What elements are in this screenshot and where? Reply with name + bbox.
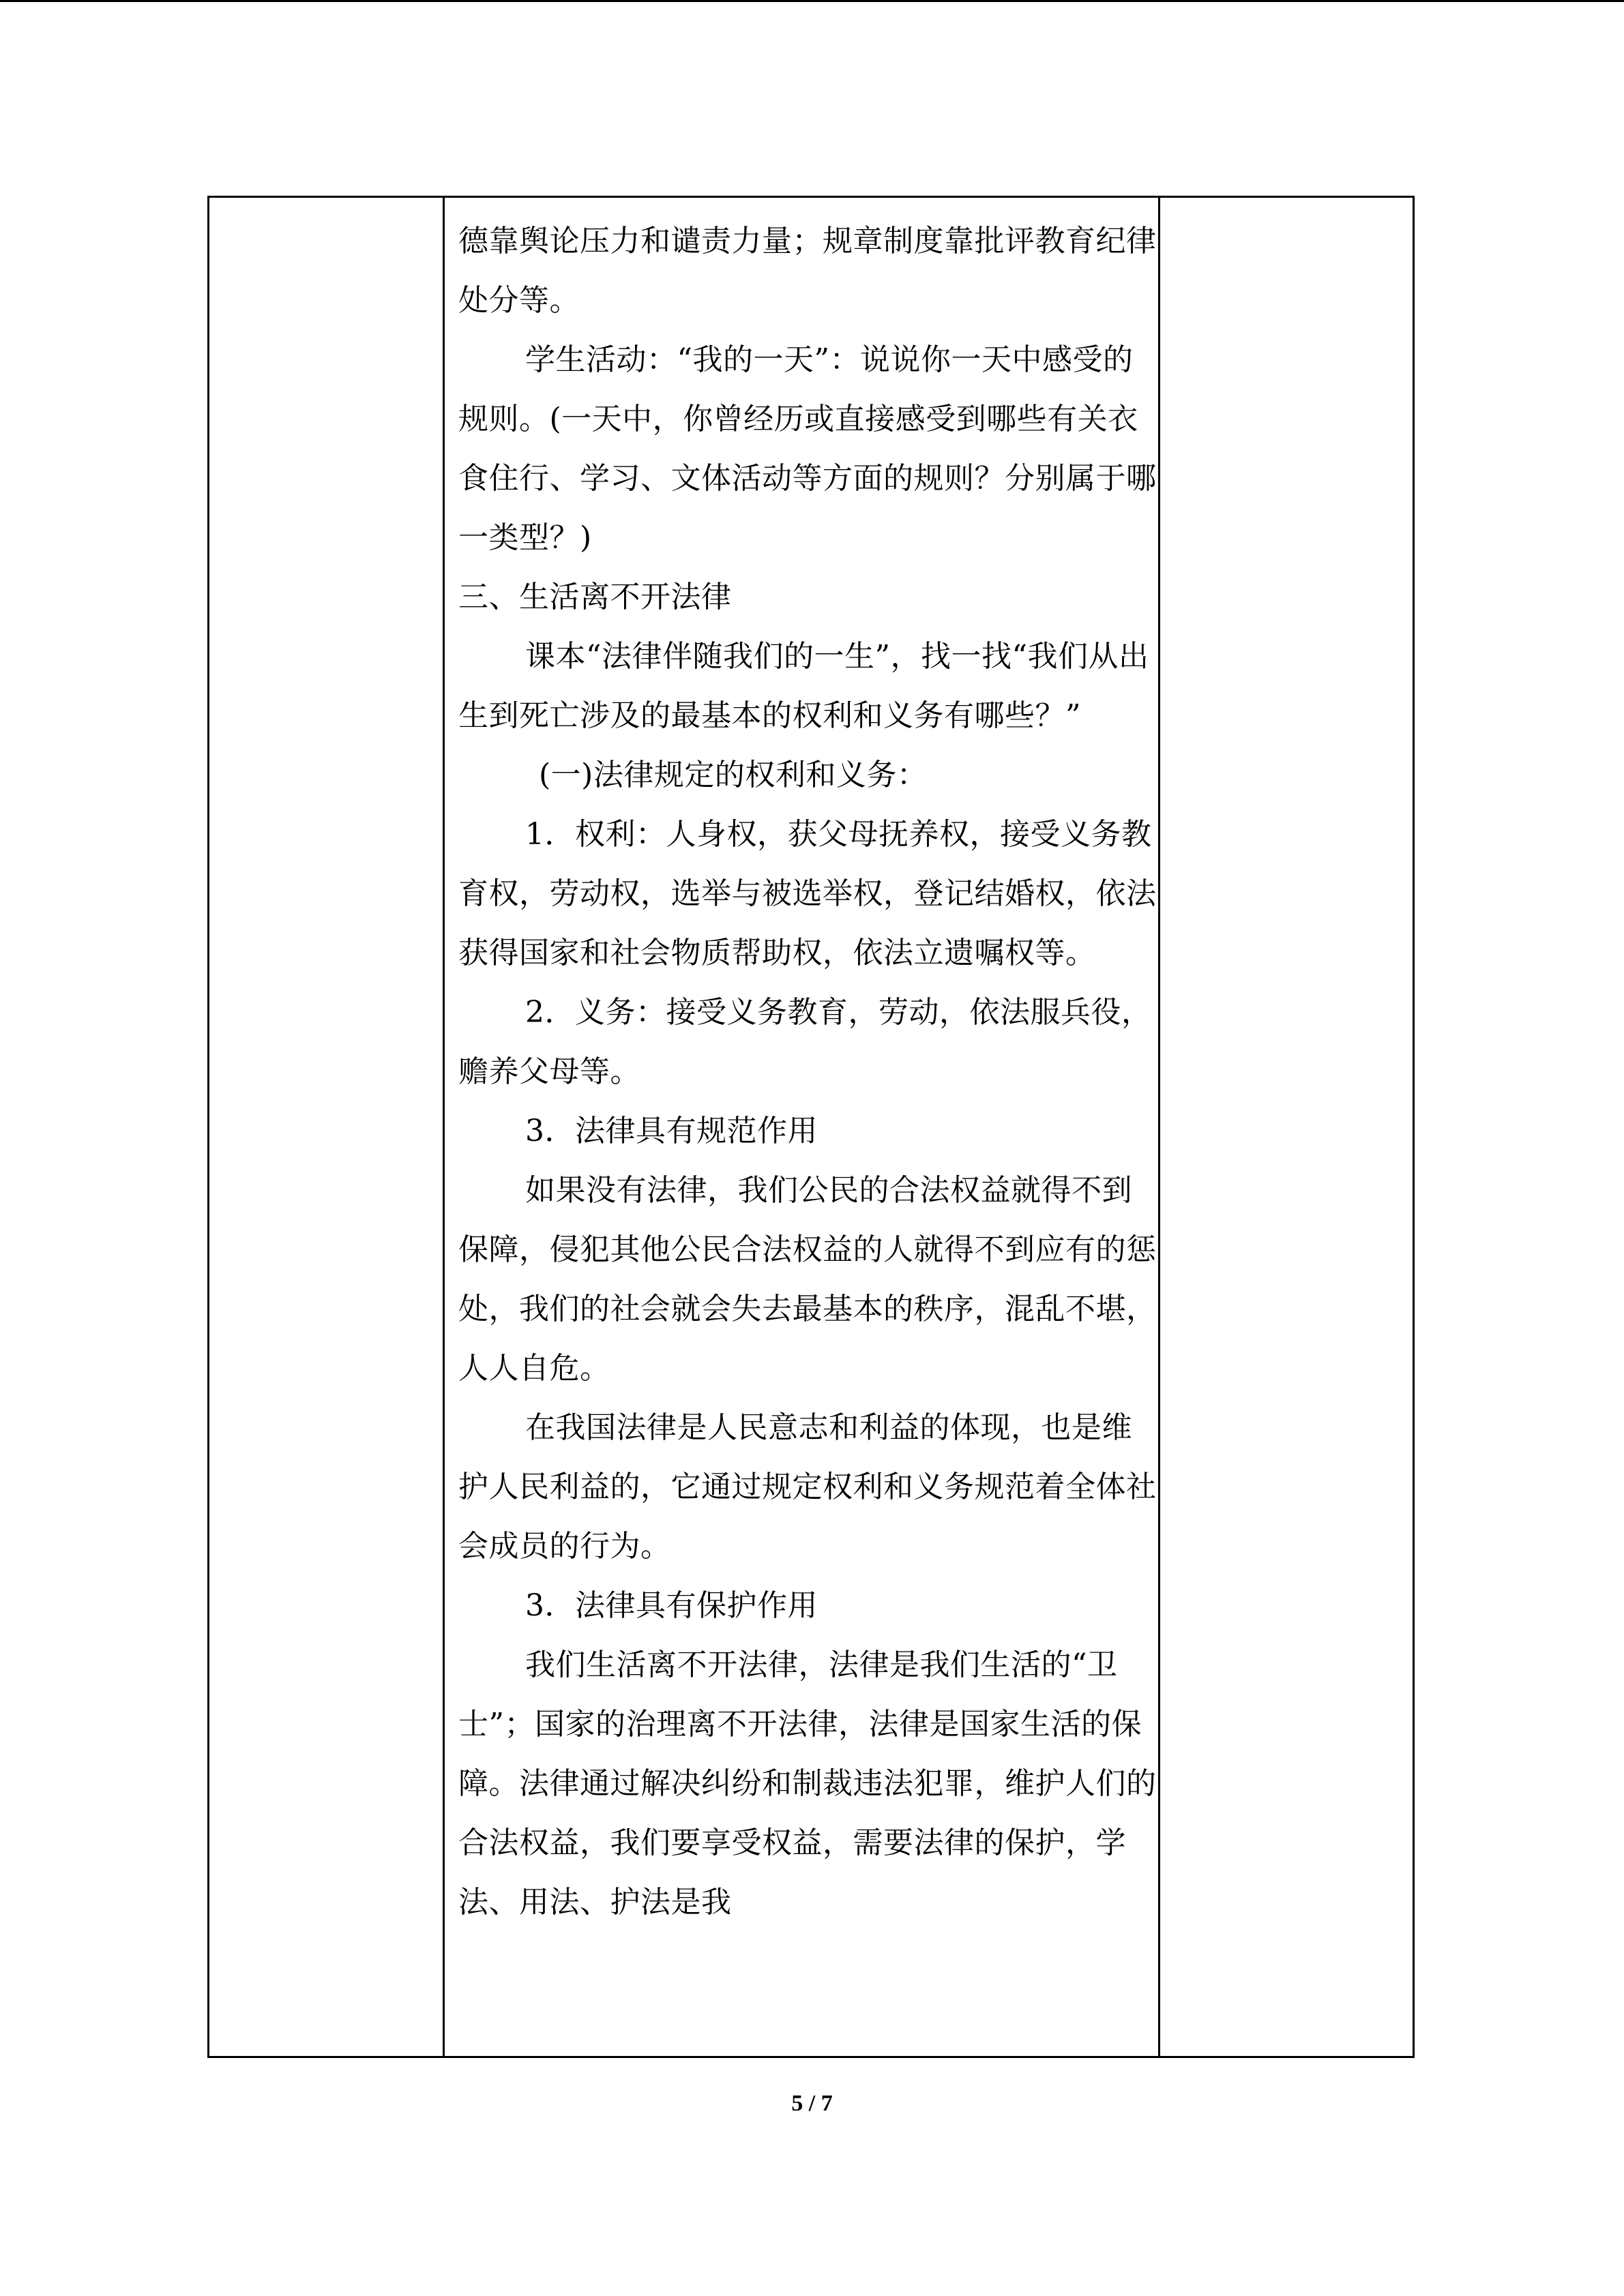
paragraph-heading: 3．法律具有保护作用 [525, 1588, 818, 1623]
paragraph: 德靠舆论压力和谴责力量；规章制度靠批评教育纪律处分等。 [458, 224, 1157, 318]
paragraph-heading: 3．法律具有规范作用 [525, 1114, 818, 1148]
lesson-table [207, 196, 1415, 2058]
page-top-border [0, 0, 1624, 2]
paragraph: 在我国法律是人民意志和利益的体现，也是维护人民利益的，它通过规定权利和义务规范着全体社会成员的行为。 [458, 1410, 1157, 1564]
paragraph: 如果没有法律，我们公民的合法权益就得不到保障，侵犯其他公民合法权益的人就得不到应有的惩处，我们的社会就会失去最基本的秩序，混乱不堪，人人自危。 [458, 1173, 1157, 1386]
paragraph: 课本“法律伴随我们的一生”，找一找“我们从出生到死亡涉及的最基本的权利和义务有哪些？” [458, 639, 1149, 733]
paragraph: 2．义务：接受义务教育，劳动，依法服兵役，赡养父母等。 [458, 995, 1152, 1089]
paragraph: 学生活动：“我的一天”：说说你一天中感受的规则。(一天中，你曾经历或直接感受到哪些有关衣食住行、学习、文体活动等方面的规则？分别属于哪一类型？) [458, 342, 1157, 555]
table-column-divider [443, 198, 445, 2056]
section-heading: 三、生活离不开法律 [458, 580, 732, 614]
paragraph: 1．权利：人身权，获父母抚养权，接受义务教育权，劳动权，选举与被选举权，登记结婚权，依法获得国家和社会物质帮助权，依法立遗嘱权等。 [458, 817, 1157, 970]
page-number: 5 / 7 [791, 2091, 833, 2116]
subsection-heading: (一)法律规定的权利和义务： [539, 758, 928, 792]
table-column-divider [1158, 198, 1160, 2056]
paragraph: 我们生活离不开法律，法律是我们生活的“卫士”；国家的治理离不开法律，法律是国家生活的保障。法律通过解决纠纷和制裁违法犯罪，维护人们的合法权益，我们要享受权益，需要法律的保护，学法、用法、护法是我 [458, 1648, 1157, 1920]
teaching-content-cell [458, 211, 1157, 1932]
